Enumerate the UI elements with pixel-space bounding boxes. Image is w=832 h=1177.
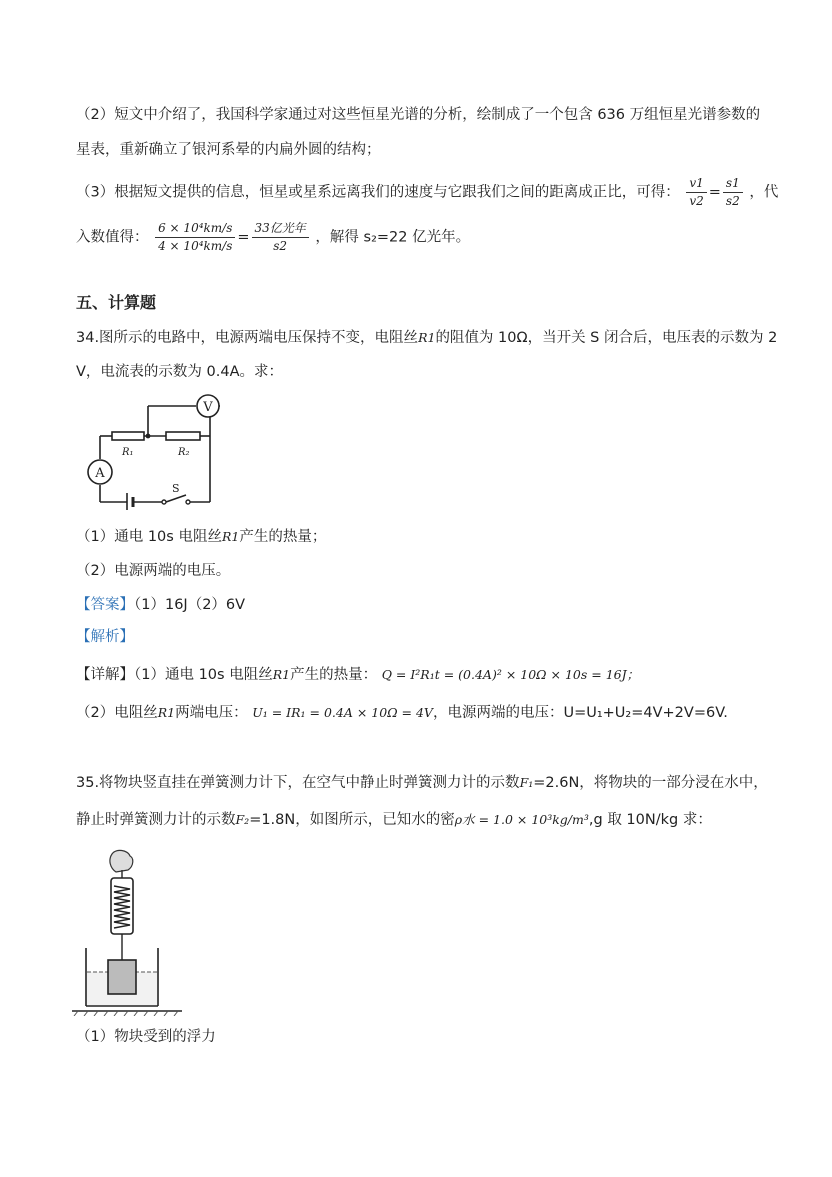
ratio-v2: v2: [689, 194, 704, 208]
heat-formula: Q = I²R₁t = (0.4A)² × 10Ω × 10s = 16J；: [381, 667, 640, 682]
detail2-a: （2）电阻丝: [76, 705, 158, 721]
switch-contact-right: [186, 500, 190, 504]
ratio-v: [686, 176, 706, 209]
substitution-lead: 入数值得：: [76, 229, 149, 246]
r2-label: R₂: [178, 447, 190, 458]
ratio-v1: v1: [686, 176, 706, 193]
q35-stem-line1: [76, 772, 768, 794]
q33-part2-continued: 星表，重新确立了银河系晕的内扁外圆的结构；: [76, 142, 381, 158]
r1-symbol: R1: [418, 330, 436, 345]
q34-stem-line1: [76, 327, 777, 349]
voltmeter-label: V: [203, 400, 213, 415]
q35-stem-a: 35.将物块竖直挂在弹簧测力计下，在空气中静止时弹簧测力计的示数: [76, 775, 520, 791]
circuit-diagram: [72, 392, 222, 510]
r1-symbol-sub1: R1: [221, 529, 240, 544]
hand-icon: [110, 850, 133, 872]
detail1-a: 【详解】（1）通电 10s 电阻丝: [76, 667, 273, 683]
r1-label: R₁: [122, 447, 134, 458]
ratio-s1: s1: [723, 176, 743, 193]
q34-stem-line2: V，电流表的示数为 0.4A。求：: [76, 364, 284, 380]
distance-numerator: 33亿光年: [252, 221, 309, 238]
q34-detail2: [76, 702, 728, 724]
q33-solve: ，解得 s₂=22 亿光年。: [315, 229, 471, 246]
ammeter-label: A: [95, 466, 105, 481]
block: [108, 960, 136, 994]
q34-sub1-b: 产生的热量；: [239, 529, 327, 545]
q35-sub1: （1）物块受到的浮力: [76, 1029, 216, 1045]
q35-stem2-b: =1.8N，如图所示，已知水的密: [249, 812, 455, 828]
spring-scale-figure: [72, 848, 182, 1016]
r1-symbol-detail2: R1: [157, 705, 176, 720]
resistor-r2: [166, 432, 200, 440]
voltage-formula: U₁ = IR₁ = 0.4A × 10Ω = 4V: [252, 705, 433, 720]
speed-denominator: 4 × 10⁴km/s: [158, 239, 233, 253]
ratio-s: [723, 176, 743, 209]
f1-symbol: F₁: [519, 775, 534, 790]
section-title: 五、计算题: [76, 293, 157, 312]
distance-fraction: [252, 221, 309, 254]
q33-part3-text: （3）根据短文提供的信息，恒星或星系远离我们的速度与它跟我们之间的距离成正比，可得：: [76, 184, 680, 201]
q33-substitution: 入数值得： $\frac{\text{6 × 10⁴km/s}}{\text{4 × 10⁴km/s}}$ = $\frac{\text{33亿光年}}{s2}$ ，解得 s₂=22 亿光年。: [76, 221, 471, 253]
q34-answer: [76, 594, 245, 616]
speed-fraction: [155, 221, 235, 254]
distance-denominator: s2: [273, 239, 288, 253]
q33-part3: （3）根据短文提供的信息，恒星或星系远离我们的速度与它跟我们之间的距离成正比，可得： $\frac{v1}{v2}$ = $\frac{s1}{s2}$ ，代: [76, 176, 779, 208]
q33-part3-tail: ，代: [749, 184, 779, 201]
q34-stem-a: 34.图所示的电路中，电源两端电压保持不变，电阻丝: [76, 330, 419, 346]
ratio-s2: s2: [725, 194, 740, 208]
detail2-c: ，电源两端的电压：U=U₁+U₂=4V+2V=6V.: [432, 705, 728, 721]
answer-text: （1）16J（2）6V: [134, 597, 246, 613]
rho-formula: ρ水 = 1.0 × 10³kg/m³: [454, 812, 589, 827]
speed-numerator: 6 × 10⁴km/s: [155, 221, 235, 238]
answer-tag: 【答案】: [76, 597, 134, 613]
detail2-b: 两端电压：: [175, 705, 248, 721]
q35-stem2-c: ,g 取 10N/kg 求：: [588, 812, 712, 828]
detail1-b: 产生的热量：: [290, 667, 378, 683]
junction-dot: [146, 434, 151, 439]
q35-stem2-a: 静止时弹簧测力计的示数: [76, 812, 236, 828]
r1-symbol-detail1: R1: [272, 667, 291, 682]
analysis-tag: 【解析】: [76, 629, 134, 645]
q34-stem-b: 的阻值为 10Ω，当开关 S 闭合后，电压表的示数为 2: [435, 330, 778, 346]
q34-detail1: [76, 664, 639, 686]
switch-contact-left: [162, 500, 166, 504]
switch-label: S: [172, 482, 180, 495]
q33-part2: （2）短文中介绍了，我国科学家通过对这些恒星光谱的分析，绘制成了一个包含 636 万组恒星光谱参数的: [76, 107, 761, 123]
f2-symbol: F₂: [235, 812, 250, 827]
q34-sub1-a: （1）通电 10s 电阻丝: [76, 529, 222, 545]
resistor-r1: [112, 432, 144, 440]
q35-stem-line2: [76, 809, 712, 831]
q35-stem-b: =2.6N，将物块的一部分浸在水中，: [533, 775, 768, 791]
q34-sub2: （2）电源两端的电压。: [76, 563, 231, 579]
q34-sub1: [76, 526, 326, 548]
